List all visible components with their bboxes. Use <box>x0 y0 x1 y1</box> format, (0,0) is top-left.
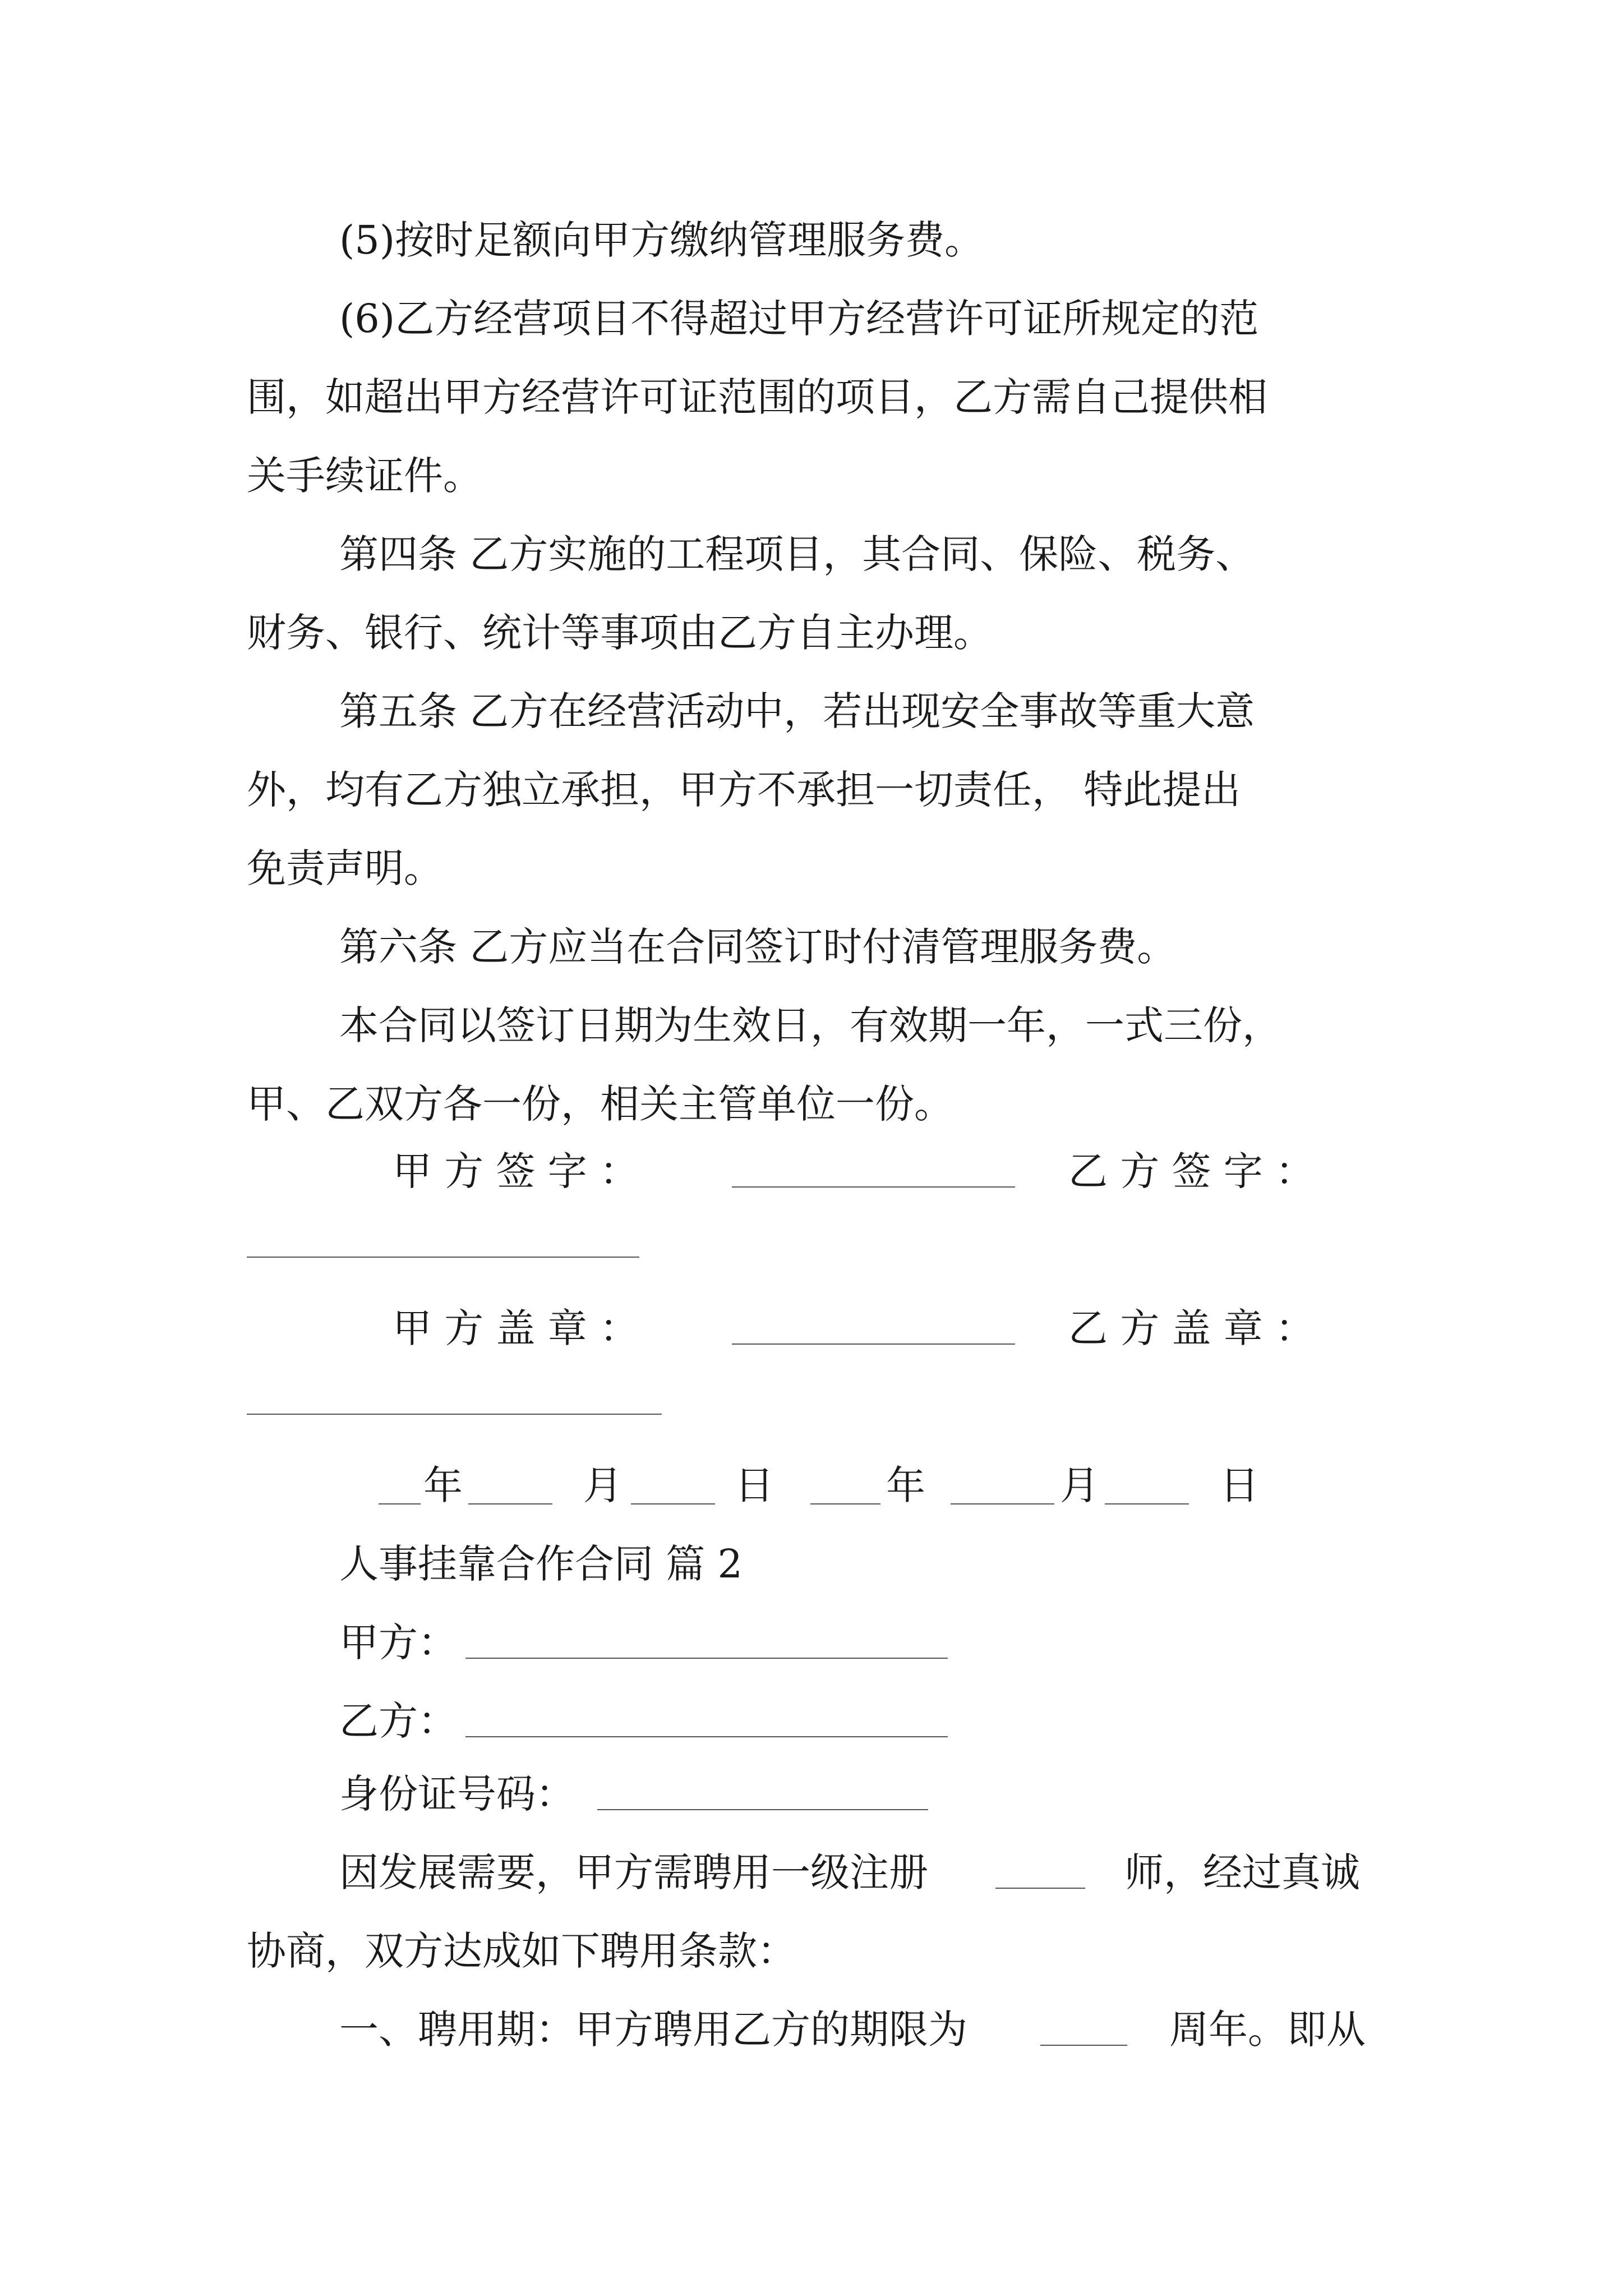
clause-6-text: (6)乙方经营项目不得超过甲方经营许可证所规定的范 <box>339 296 1259 342</box>
profession-blank <box>995 1888 1085 1889</box>
article-4-text-cont: 财务、银行、统计等事项由乙方自主办理。 <box>247 610 993 656</box>
date-b-month: 月 <box>1060 1462 1099 1508</box>
hiring-terms-intro: 协商，双方达成如下聘用条款： <box>247 1928 796 1974</box>
party-b-label: 乙方： <box>339 1698 457 1744</box>
party-a-signature-label: 甲 方 签 字 ： <box>393 1148 639 1194</box>
party-a-seal-label: 甲 方 盖 章 ： <box>393 1305 639 1351</box>
date-b-month-blank <box>951 1503 1054 1504</box>
clause-6-text-cont: 围，如超出甲方经营许可证范围的项目，乙方需自己提供相 <box>247 374 1267 420</box>
id-number-blank <box>597 1809 928 1810</box>
hiring-reason-text: 因发展需要，甲方需聘用一级注册 <box>339 1849 928 1895</box>
date-a-year: 年 <box>423 1462 463 1508</box>
date-b-day-blank <box>1105 1503 1189 1504</box>
id-number-label: 身份证号码： <box>339 1771 575 1817</box>
validity-text-cont: 甲、乙双方各一份，相关主管单位一份。 <box>247 1081 953 1127</box>
date-b-year-blank <box>810 1503 880 1504</box>
article-5-text-cont: 外，均有乙方独立承担，甲方不承担一切责任， 特此提出 <box>247 767 1241 813</box>
date-b-day: 日 <box>1220 1462 1259 1508</box>
article-5-text-end: 免责声明。 <box>247 845 443 891</box>
date-a-month: 月 <box>583 1462 623 1508</box>
hiring-reason-text-tail: 师，经过真诚 <box>1124 1849 1360 1895</box>
employment-period-text: 一、聘用期：甲方聘用乙方的期限为 <box>339 2007 967 2053</box>
party-b-seal-label: 乙 方 盖 章 ： <box>1068 1305 1315 1351</box>
validity-text: 本合同以签订日期为生效日，有效期一年，一式三份， <box>339 1002 1281 1048</box>
clause-5-text: (5)按时足额向甲方缴纳管理服务费。 <box>339 217 984 263</box>
article-5-text: 第五条 乙方在经营活动中，若出现安全事故等重大意 <box>339 688 1255 734</box>
date-b-year: 年 <box>886 1462 925 1508</box>
party-a-label: 甲方： <box>339 1619 457 1665</box>
article-6-text: 第六条 乙方应当在合同签订时付清管理服务费。 <box>339 924 1177 970</box>
party-a-signature-blank <box>732 1186 1015 1188</box>
date-a-month-blank <box>468 1503 552 1504</box>
date-a-year-blank <box>379 1503 421 1504</box>
date-a-day: 日 <box>735 1462 774 1508</box>
party-b-signature-blank <box>247 1257 639 1258</box>
party-a-name-blank <box>465 1658 948 1659</box>
employment-period-text-tail: 周年。即从 <box>1169 2007 1366 2053</box>
employment-years-blank <box>1040 2045 1127 2046</box>
party-a-seal-blank <box>732 1343 1015 1345</box>
article-4-text: 第四条 乙方实施的工程项目，其合同、保险、税务、 <box>339 531 1255 577</box>
party-b-name-blank <box>465 1736 948 1737</box>
clause-6-text-end: 关手续证件。 <box>247 453 482 499</box>
section-2-title: 人事挂靠合作合同 篇 2 <box>339 1541 743 1587</box>
date-a-day-blank <box>631 1503 715 1504</box>
party-b-signature-label: 乙 方 签 字 ： <box>1068 1148 1315 1194</box>
party-b-seal-blank <box>247 1414 662 1415</box>
